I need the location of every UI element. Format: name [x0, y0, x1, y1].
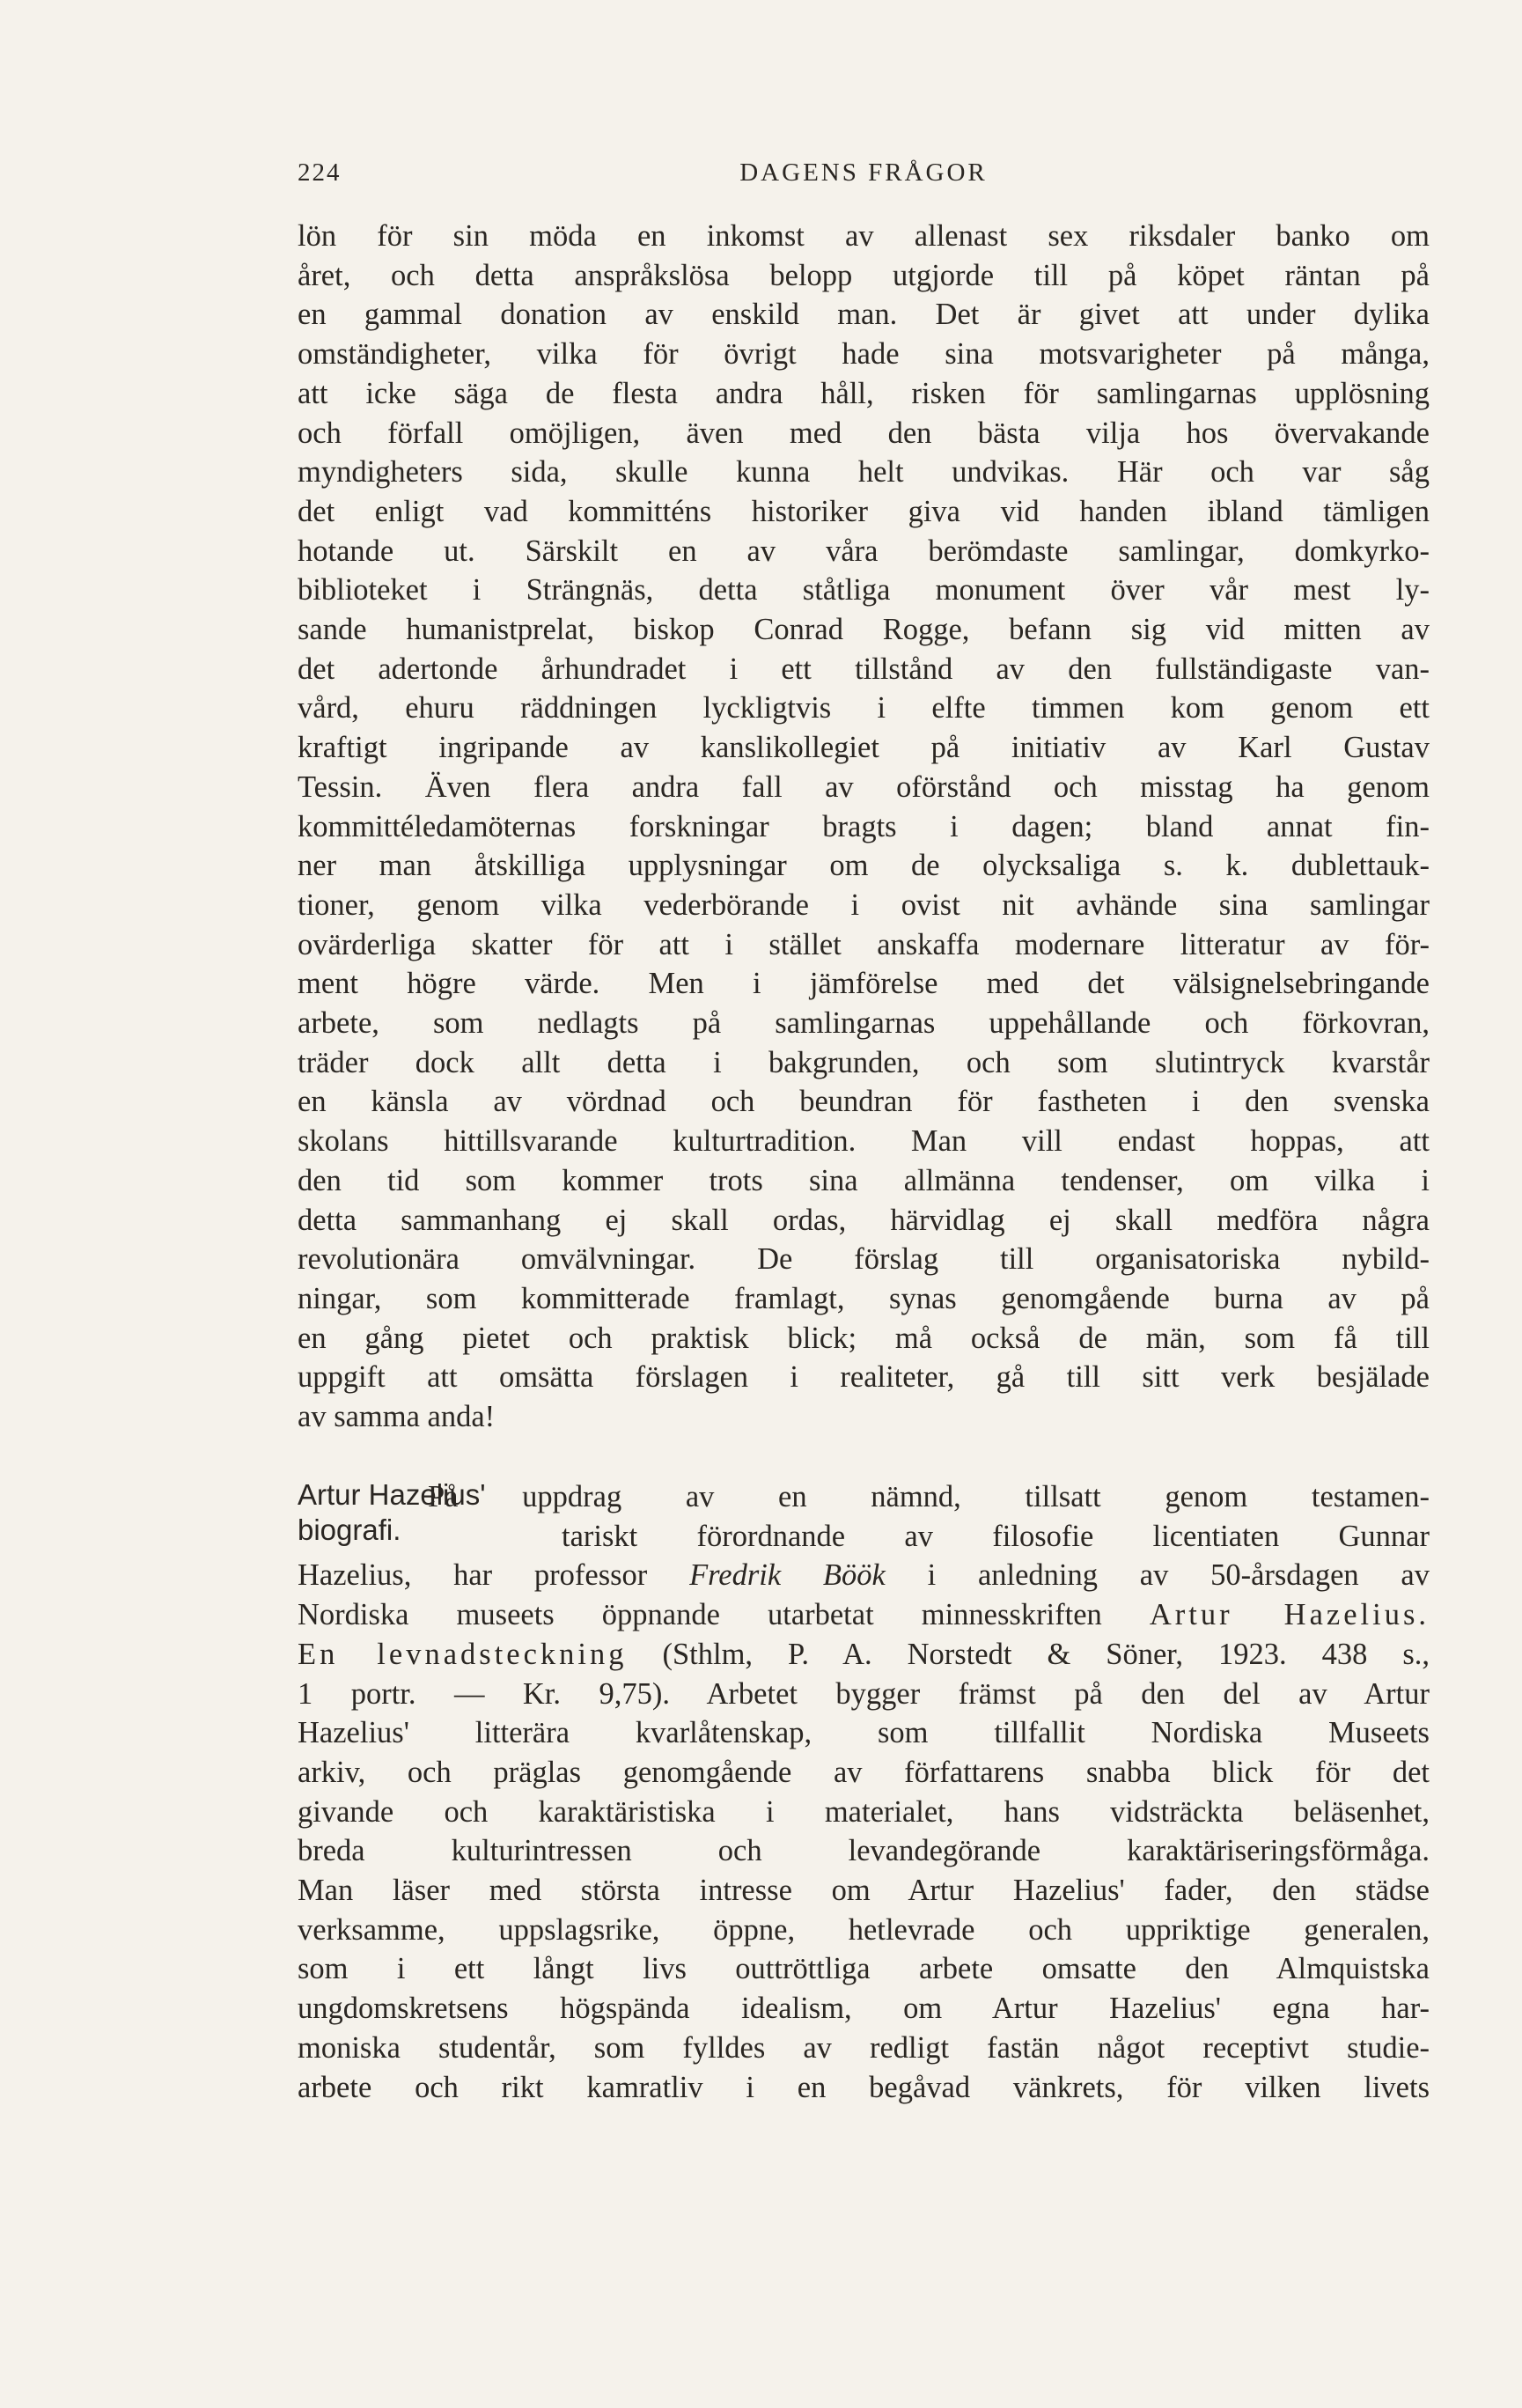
text-line: Tessin. Även flera andra fall av oförstånd och misstag ha genom: [298, 770, 1430, 804]
text-line: att icke säga de flesta andra håll, risken för samlingarnas upplösning: [298, 376, 1430, 410]
section-line: givande och karaktäristiska i materialet, hans vidsträckta beläsenhet,: [298, 1794, 1430, 1829]
side-heading-line: Artur Hazelius': [298, 1478, 486, 1511]
text-line: skolans hittillsvarande kulturtradition. Man vill endast hoppas, att: [298, 1124, 1430, 1159]
text-line: sande humanistprelat, biskop Conrad Rogge, befann sig vid mitten av: [298, 613, 1430, 647]
line-text: Hazelius, har professor: [298, 1558, 648, 1593]
text-line: en gång pietet och praktisk blick; må också de män, som få till: [298, 1321, 1430, 1355]
section-line-with-title: [298, 1595, 1430, 1635]
text-line: ovärderliga skatter för att i stället anskaffa modernare litteratur av för-: [298, 927, 1430, 961]
text-line: och förfall omöjligen, även med den bästa vilja hos övervakande: [298, 416, 1430, 450]
section-line-with-author: [298, 1556, 1430, 1595]
section-line: 1 portr. — Kr. 9,75). Arbetet bygger främst på den del av Artur: [298, 1676, 1430, 1711]
line-text: Nordiska museets öppnande utarbetat minnesskriften: [298, 1598, 1102, 1632]
text-line: arbete, som nedlagts på samlingarnas uppehållande och förkovran,: [298, 1006, 1430, 1041]
text-line: uppgift att omsätta förslagen i realiteter, gå till sitt verk besjälade: [298, 1360, 1430, 1395]
text-line: tioner, genom vilka vederbörande i ovist nit avhände sina samlingar: [298, 887, 1430, 922]
section-line: Man läser med största intresse om Artur Hazelius' fader, den städse: [298, 1874, 1430, 1908]
text-line: det adertonde århundradet i ett tillstånd av den fullständigaste van-: [298, 652, 1430, 686]
text-line: ner man åtskilliga upplysningar om de olycksaliga s. k. dublettauk-: [298, 849, 1430, 883]
text-line: kraftigt ingripande av kanslikollegiet på initiativ av Karl Gustav: [298, 731, 1430, 765]
text-line: lön för sin möda en inkomst av allenast sex riksdaler banko om: [298, 219, 1430, 253]
running-head: [298, 158, 1430, 194]
section-line-with-subtitle: [298, 1635, 1430, 1675]
text-line: en känsla av vördnad och beundran för fastheten i den svenska: [298, 1085, 1430, 1119]
text-line: revolutionära omvälvningar. De förslag till organisatoriska nybild-: [298, 1242, 1430, 1277]
main-text-block: [298, 217, 1430, 1437]
page-number: 224: [298, 158, 342, 187]
section-line: som i ett långt livs outtröttliga arbete omsatte den Almquistska: [298, 1952, 1430, 1986]
side-heading: [298, 1477, 526, 1548]
text-line: detta sammanhang ej skall ordas, härvidlag ej skall medföra några: [298, 1203, 1430, 1237]
text-line: av samma anda!: [298, 1400, 496, 1434]
text-line: ningar, som kommitterade framlagt, synas genomgående burna av på: [298, 1281, 1430, 1315]
line-text: i anledning av 50-årsdagen av: [927, 1558, 1430, 1593]
side-heading-line: biografi.: [298, 1513, 401, 1546]
text-line: hotande ut. Särskilt en av våra berömdaste samlingar, domkyrko-: [298, 534, 1430, 568]
journal-title: DAGENS FRÅGOR: [739, 158, 988, 187]
text-line: ment högre värde. Men i jämförelse med det välsignelsebringande: [298, 967, 1430, 1001]
text-line: kommittéledamöternas forskningar bragts i dagen; bland annat fin-: [298, 809, 1430, 843]
text-line: året, och detta anspråkslösa belopp utgjorde till på köpet räntan på: [298, 258, 1430, 292]
text-line: den tid som kommer trots sina allmänna tendenser, om vilka i: [298, 1163, 1430, 1197]
section-line: verksamme, uppslagsrike, öppne, hetlevrade och uppriktige generalen,: [298, 1912, 1430, 1947]
text-line: träder dock allt detta i bakgrunden, och som slutintryck kvarstår: [298, 1045, 1430, 1079]
text-line: en gammal donation av enskild man. Det är givet att under dylika: [298, 298, 1430, 332]
section-line: arkiv, och präglas genomgående av författarens snabba blick för det: [298, 1755, 1430, 1789]
section-line: tariskt förordnande av filosofie licentiaten Gunnar: [562, 1519, 1430, 1553]
text-line: det enligt vad kommitténs historiker giva vid handen ibland tämligen: [298, 494, 1430, 528]
section-line: Hazelius' litterära kvarlåtenskap, som tillfallit Nordiska Museets: [298, 1716, 1430, 1750]
biography-section: [298, 1477, 1430, 2107]
book-subtitle: En levnadsteckning: [298, 1637, 628, 1671]
section-line: ungdomskretsens högspända idealism, om Artur Hazelius' egna har-: [298, 1992, 1430, 2026]
text-line: biblioteket i Strängnäs, detta ståtliga monument över vår mest ly-: [298, 573, 1430, 608]
author-name: Fredrik Böök: [689, 1558, 886, 1593]
text-line: myndigheters sida, skulle kunna helt undvikas. Här och var såg: [298, 455, 1430, 490]
text-line: omständigheter, vilka för övrigt hade sina motsvarigheter på många,: [298, 337, 1430, 372]
section-line: På uppdrag av en nämnd, tillsatt genom testamen-: [428, 1480, 1430, 1513]
line-text: (Sthlm, P. A. Norstedt & Söner, 1923. 438 s.,: [662, 1637, 1430, 1671]
section-line: moniska studentår, som fylldes av redligt fastän något receptivt studie-: [298, 2030, 1430, 2065]
section-line: arbete och rikt kamratliv i en begåvad vänkrets, för vilken livets: [298, 2070, 1430, 2104]
book-title: Artur Hazelius.: [1149, 1598, 1430, 1632]
text-line: vård, ehuru räddningen lyckligtvis i elfte timmen kom genom ett: [298, 691, 1430, 725]
section-line: breda kulturintressen och levandegörande karaktäriseringsförmåga.: [298, 1834, 1430, 1868]
